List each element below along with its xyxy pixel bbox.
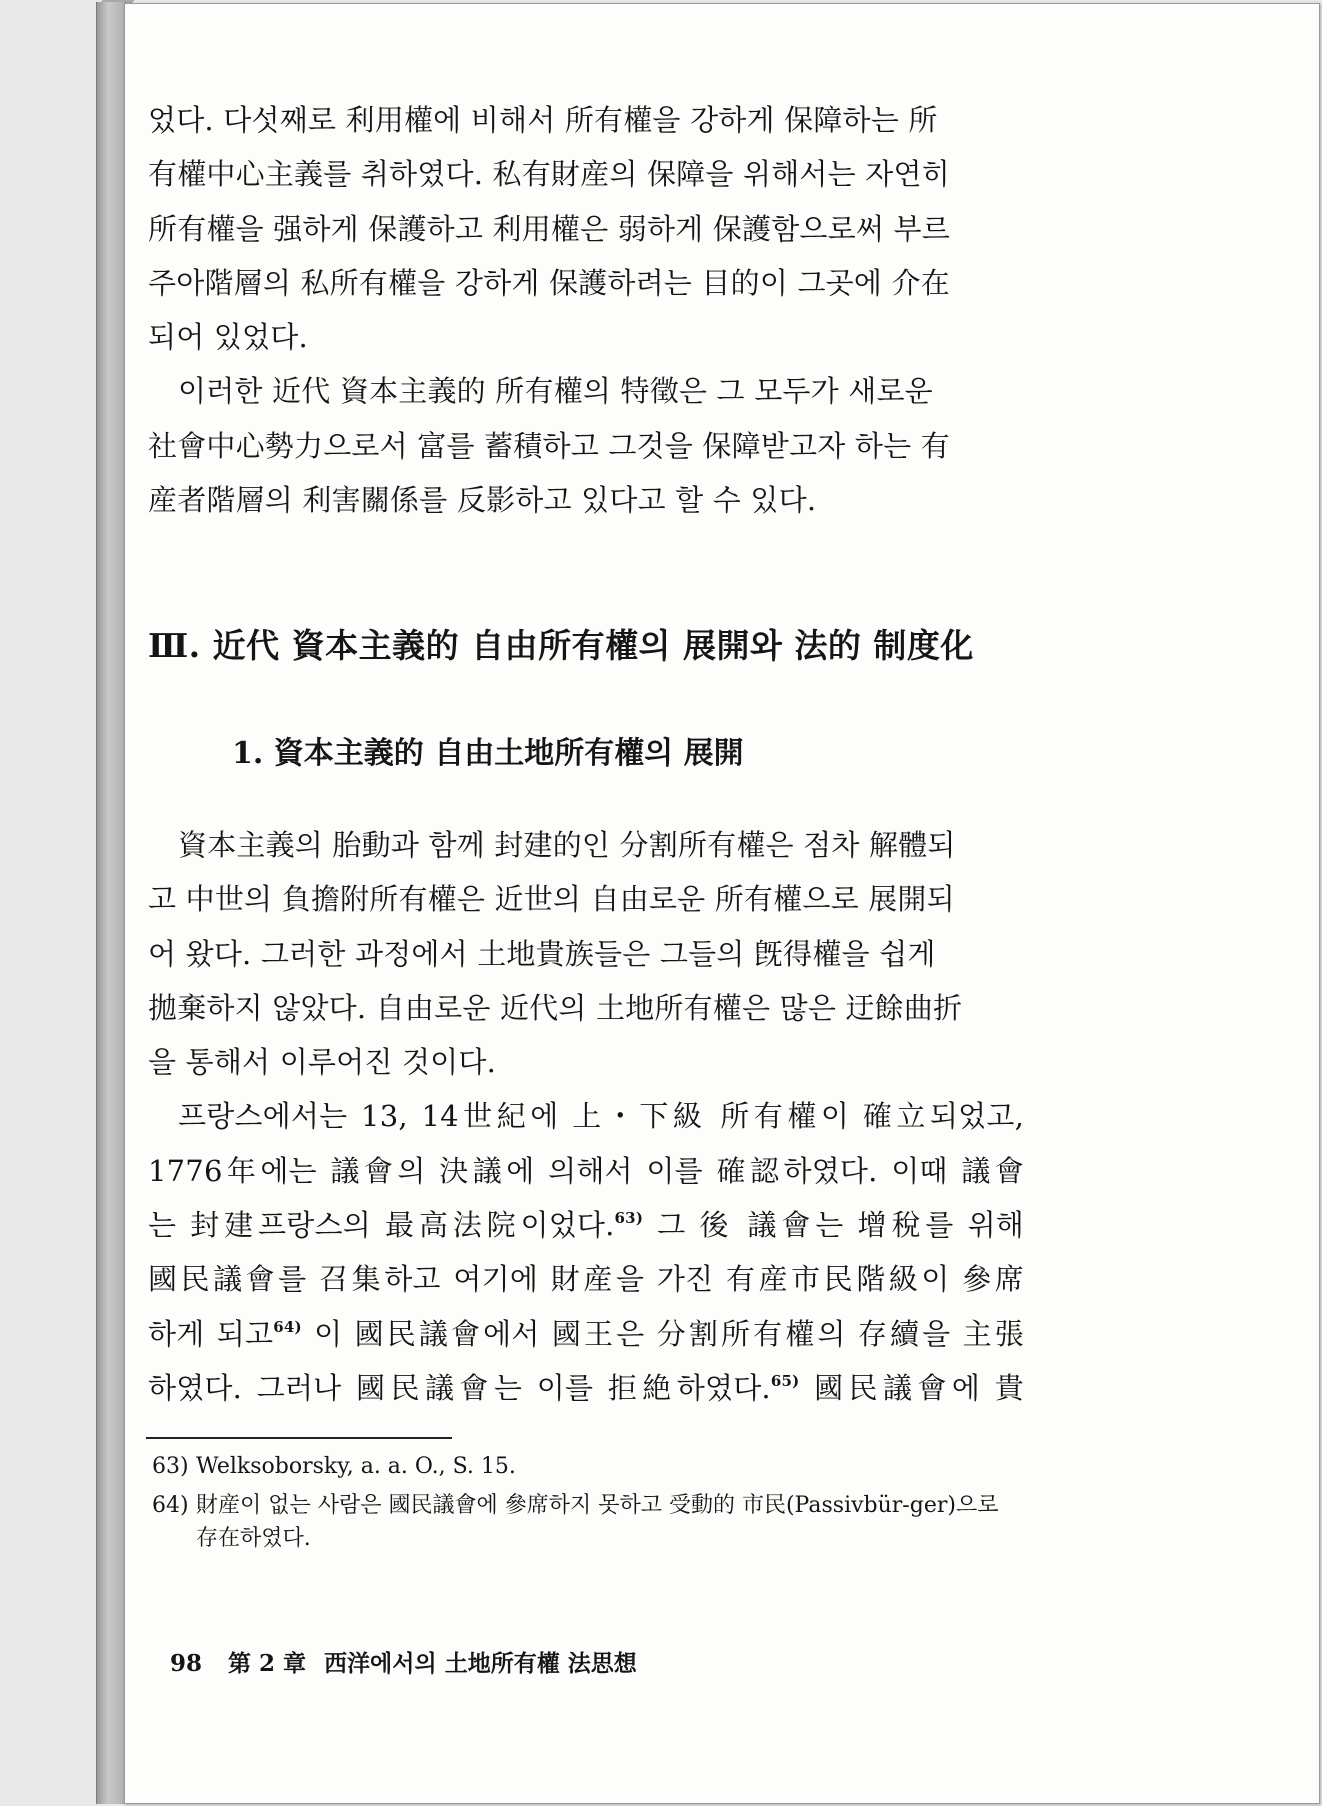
section-heading: 1. 資本主義的 自由土地所有權의 展開 [232, 736, 744, 771]
text-line: 그 後 議會는 增稅를 위해 [643, 1208, 1024, 1243]
footnote-text: Welksoborsky, a. a. O., S. 15. [196, 1454, 516, 1479]
text-line: 하게 되고 [148, 1316, 274, 1351]
text-line: 拋棄하지 않았다. 自由로운 近代의 土地所有權은 많은 迂餘曲折 [148, 990, 963, 1025]
footnote-text: 財産이 없는 사람은 國民議會에 參席하지 못하고 受動的 市民(Passivbür-ger)으로 存在하였다. [196, 1493, 999, 1551]
paragraph [148, 364, 1024, 527]
text-line: 이러한 近代 資本主義的 所有權의 特徵은 그 모두가 새로운 [178, 374, 933, 409]
footnote-number: 63) [152, 1454, 189, 1479]
chapter-title: 西洋에서의 土地所有權 法思想 [324, 1650, 637, 1677]
text-line: 1776年에는 議會의 決議에 의해서 이를 確認하였다. 이때 議會 [148, 1153, 1024, 1188]
text-line: 有權中心主義를 취하였다. 私有財産의 保障을 위해서는 자연히 [148, 157, 950, 192]
text-line: 을 통해서 이루어진 것이다. [148, 1045, 497, 1080]
text-line: 되어 있었다. [148, 320, 308, 355]
footnote-63 [152, 1450, 1022, 1483]
section1-text [148, 93, 1024, 527]
text-line: 國民議會를 召集하고 여기에 財産을 가진 有産市民階級이 參席 [148, 1262, 1024, 1297]
text-line: 社會中心勢力으로서 富를 蓄積하고 그것을 保障받고자 하는 有 [148, 428, 950, 463]
text-line: 고 中世의 負擔附所有權은 近世의 自由로운 所有權으로 展開되 [148, 882, 955, 917]
section2-text [148, 818, 1024, 1415]
text-line: 産者階層의 利害關係를 反影하고 있다고 할 수 있다. [148, 483, 817, 518]
text-line: 資本主義의 胎動과 함께 封建的인 分割所有權은 점차 解體되 [178, 828, 956, 862]
paragraph [148, 818, 1024, 1089]
footnote-64 [152, 1489, 1022, 1555]
text-line: 所有權을 强하게 保護하고 利用權은 弱하게 保護함으로써 부르 [148, 211, 950, 246]
footnote-number: 64) [152, 1493, 189, 1518]
chapter-heading: Ⅲ. 近代 資本主義的 自由所有權의 展開와 法的 制度化 [148, 626, 974, 665]
page-number: 98 [170, 1650, 203, 1677]
book-spine [96, 2, 126, 1804]
text-line: 하였다. 그러나 國民議會는 이를 拒絶하였다. [148, 1370, 771, 1405]
page-footer [170, 1645, 637, 1678]
footnote-ref-64[interactable]: 64) [273, 1317, 302, 1336]
footnote-divider [146, 1437, 452, 1439]
text-line: 어 왔다. 그러한 과정에서 土地貴族들은 그들의 旣得權을 쉽게 [148, 936, 936, 971]
text-line: 國民議會에 貴 [799, 1370, 1024, 1405]
footnotes [152, 1450, 1022, 1561]
chapter-label: 第 2 章 [228, 1650, 307, 1677]
text-line: 는 封建프랑스의 最高法院이었다. [148, 1208, 615, 1243]
footnote-ref-65[interactable]: 65) [770, 1371, 800, 1390]
text-line: 었다. 다섯째로 利用權에 비해서 所有權을 강하게 保障하는 所 [148, 103, 938, 137]
footnote-ref-63[interactable]: 63) [614, 1209, 644, 1228]
text-line: 프랑스에서는 13, 14世紀에 上・下級 所有權이 確立되었고, [178, 1099, 1024, 1134]
text-line: 주아階層의 私所有權을 강하게 保護하려는 目的이 그곳에 介在 [148, 265, 950, 300]
text-line: 이 國民議會에서 國王은 分割所有權의 存續을 主張 [301, 1316, 1024, 1351]
paragraph [148, 93, 1024, 364]
paragraph [148, 1089, 1024, 1415]
